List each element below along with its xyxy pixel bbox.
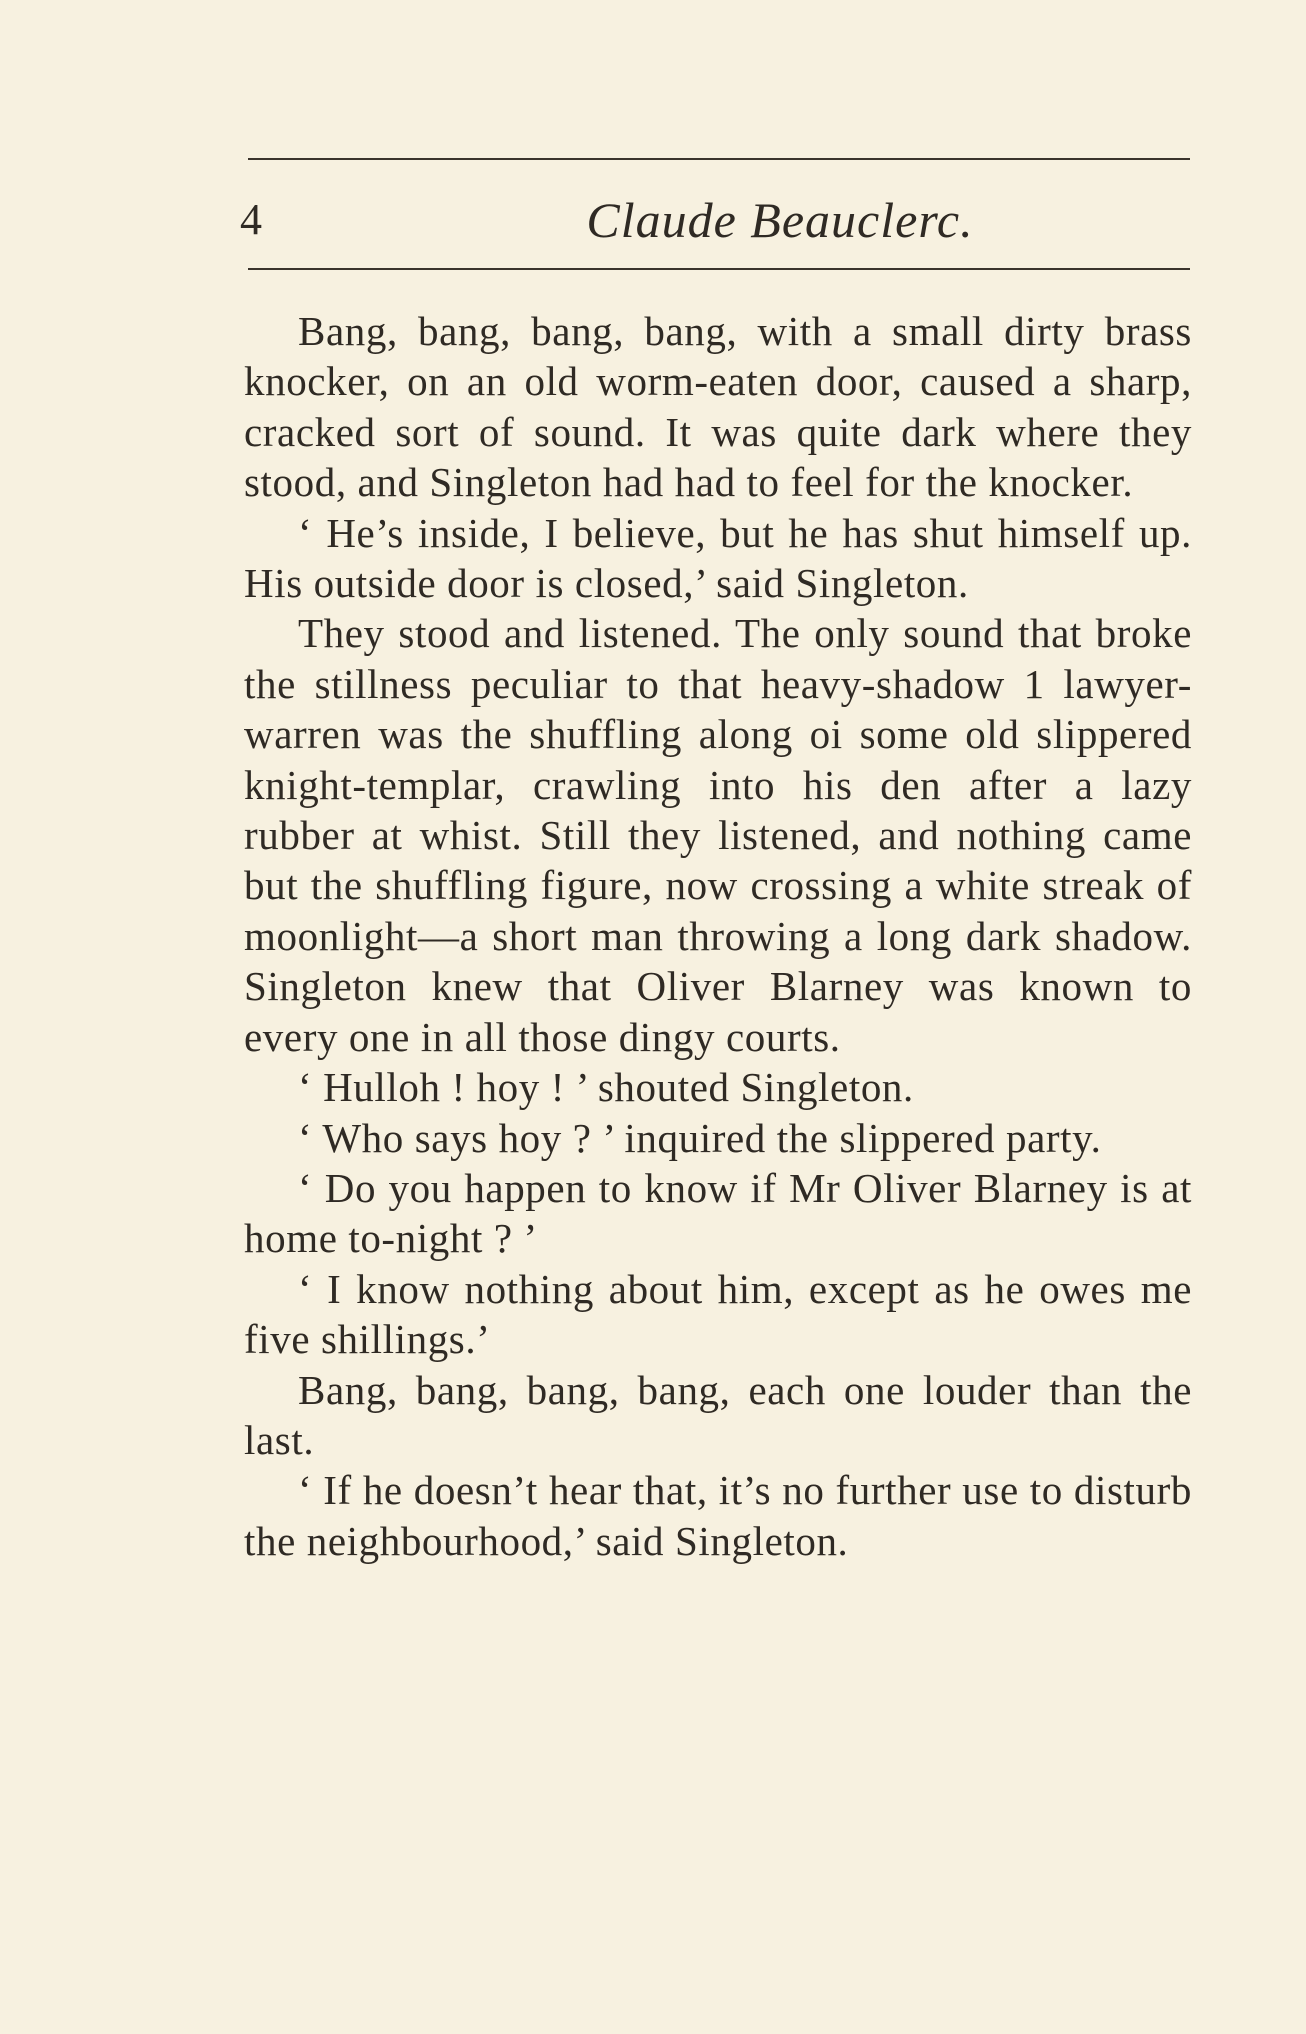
paragraph: ‘ Do you happen to know if Mr Oliver Blarney is at home to-night ? ’: [244, 1164, 1192, 1262]
paragraph: ‘ I know nothing about him, except as he owes me five shillings.’: [244, 1265, 1192, 1363]
running-title: Claude Beauclerc.: [586, 192, 974, 248]
header-bottom-rule: [248, 268, 1190, 270]
body-text: [244, 306, 1192, 1566]
paragraph: They stood and listened. The only sound that broke the stillness peculiar to that heavy-shadow 1 lawyer-warren was the shuffling along oi some old slippered knight-templar, crawling into his den after a lazy rubber at whist. Still they listened, and nothing came but the shuffling figure, now crossing a white streak of moonlight—a short man throwing a long dark shadow. Singleton knew that Oliver Blarney was known to every one in all those dingy courts.: [244, 610, 1192, 1060]
paragraph: Bang, bang, bang, bang, with a small dirty brass knocker, on an old worm-eaten door, caused a sharp, cracked sort of sound. It was quite dark where they stood, and Singleton had had to feel for the knocker.: [244, 308, 1192, 506]
header-top-rule: [248, 158, 1190, 160]
page-header: [240, 190, 1190, 250]
paragraph: ‘ Hulloh ! hoy ! ’ shouted Singleton.: [298, 1064, 914, 1111]
paragraph: Bang, bang, bang, bang, each one louder than the last.: [244, 1366, 1192, 1463]
paragraph: ‘ He’s inside, I believe, but he has shut himself up. His outside door is closed,’ said Singleton.: [244, 509, 1192, 607]
page-number: 4: [240, 195, 262, 244]
paragraph: ‘ If he doesn’t hear that, it’s no further use to disturb the neighbourhood,’ said Singleton.: [244, 1467, 1192, 1564]
paragraph: ‘ Who says hoy ? ’ inquired the slippered party.: [298, 1114, 1102, 1161]
